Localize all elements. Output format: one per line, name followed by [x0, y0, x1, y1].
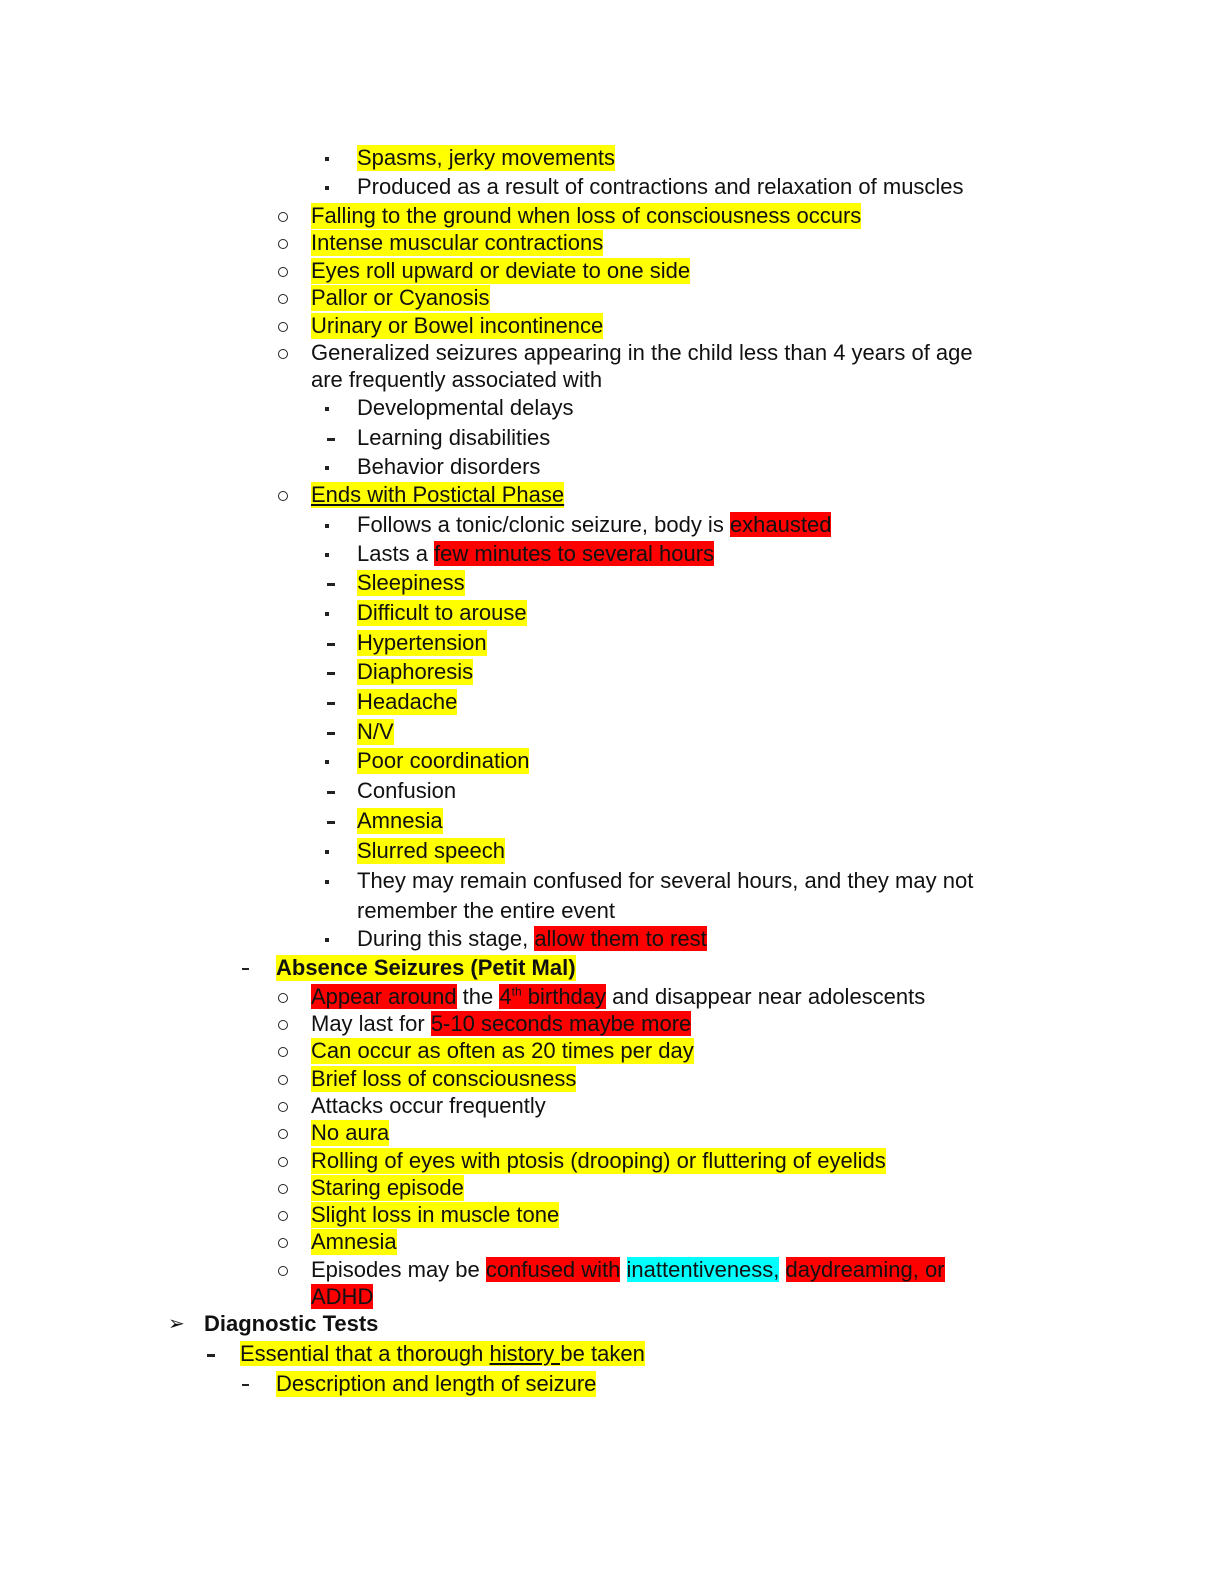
list-item-continuation: remember the entire event	[357, 898, 616, 923]
list-item-continuation: are frequently associated with	[311, 367, 603, 392]
document-page: Spasms, jerky movements Produced as a result of contractions and relaxation of muscles Falling to the ground when loss of consciousness occurs Intense muscular contractions Eyes roll upward or deviate to one side Pallor or Cyanosis Urinary or Bowel incontinence Generalized seizures appearing in the child less than 4 years of age are frequently associated with Developmental delays Learning disabilities Behavior disorders Ends with Postictal Phase Follows a tonic/clonic seizure, body is exhausted Lasts a few minutes to several hours Sleepiness Difficult to arouse Hypertension Diaphoresis Headache N/V Poor coordination Confusion Amnesia Slurred speech They may remain confused for several hours, and they may not remember the entire event During this stage, allow them to rest Absence Seizures (Petit Mal) Appear around the 4th birthday and disappear near adolescents May last for 5-10 seconds maybe more Can occur as often as 20 times per day Brief loss of consciousness Attacks occur frequently No aura Rolling of eyes with ptosis (drooping) or fluttering of eyelids Staring episode Slight loss in muscle tone Amnesia Episodes may be confused with inattentiveness, daydreaming, or ADHD ➢ Diagnostic Tests Essential that a thorough history be taken Description and length of seizure	[168, 145, 974, 1396]
arrow-bullet-icon: ➢	[168, 1313, 185, 1335]
list-item-continuation: ADHD	[311, 1284, 374, 1309]
